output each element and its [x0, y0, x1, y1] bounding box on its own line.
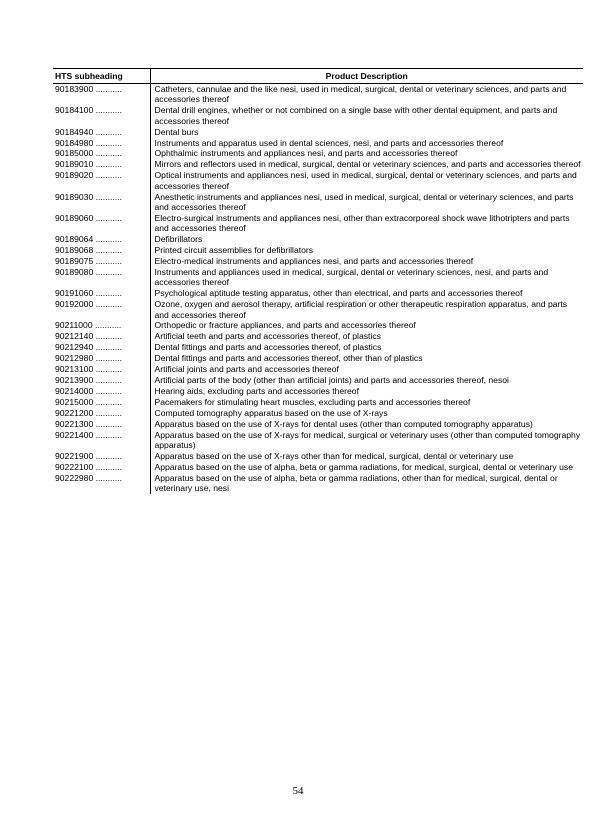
hts-code: 90189080	[55, 266, 94, 277]
dot-leader: ...........	[95, 170, 122, 181]
hts-code-cell	[53, 105, 150, 126]
hts-code: 90189075	[55, 256, 94, 266]
hts-code: 90212940	[55, 342, 94, 353]
product-description: Ophthalmic instruments and appliances nesi, and parts and accessories thereof	[154, 148, 458, 159]
product-description: Mirrors and reflectors used in medical, surgical, dental or veterinary sciences, and parts and accessories thereof	[154, 159, 581, 170]
hts-code: 90189020	[55, 170, 94, 181]
hts-code: 90189060	[55, 212, 94, 223]
dot-leader: ...........	[95, 234, 122, 245]
dot-leader: ...........	[95, 385, 122, 396]
dot-leader: ...........	[95, 461, 122, 472]
dot-leader: ...........	[95, 407, 122, 418]
table-row	[53, 397, 583, 408]
hts-code-cell	[53, 213, 150, 234]
table-row	[53, 331, 583, 342]
table-row	[53, 419, 583, 430]
dot-leader: ...........	[95, 245, 122, 256]
hts-code-cell	[53, 473, 150, 494]
product-description: Defibrillators	[154, 234, 203, 245]
hts-code: 90185000	[55, 148, 94, 159]
product-description: Orthopedic or fracture appliances, and parts and accessories thereof	[154, 320, 416, 331]
product-description: Dental burs	[154, 126, 199, 137]
hts-code-cell	[53, 299, 150, 320]
dot-leader: ...........	[95, 472, 122, 483]
product-description: Artificial teeth and parts and accessories thereof, of plastics	[154, 331, 381, 342]
product-description: Dental fittings and parts and accessories thereof, other than of plastics	[154, 353, 423, 364]
product-description: Apparatus based on the use of alpha, beta or gamma radiations, other than for medical, surgical, dental or veterinary use, nesi	[154, 472, 558, 494]
column-header-product-description: Product Description	[150, 69, 583, 84]
hts-code-cell	[53, 451, 150, 462]
hts-code-cell	[53, 430, 150, 451]
hts-code-cell	[53, 419, 150, 430]
hts-code: 90213900	[55, 374, 94, 385]
hts-code-cell	[53, 127, 150, 138]
product-description: Instruments and apparatus used in dental sciences, nesi, and parts and accessories thereof	[154, 137, 504, 148]
column-header-hts-subheading: HTS subheading	[53, 69, 150, 84]
hts-code: 90184100	[55, 105, 94, 116]
hts-code-cell	[53, 84, 150, 106]
dot-leader: ...........	[95, 320, 122, 331]
dot-leader: ...........	[95, 212, 122, 223]
product-description: Apparatus based on the use of X-rays other than for medical, surgical, dental or veterinary use	[154, 450, 514, 461]
table-row	[53, 267, 583, 288]
hts-code-cell	[53, 245, 150, 256]
hts-code: 90211000	[55, 320, 93, 331]
dot-leader: ...........	[95, 429, 122, 440]
hts-code-cell	[53, 364, 150, 375]
hts-code: 90189030	[55, 191, 94, 202]
hts-code-cell	[53, 386, 150, 397]
table-row	[53, 138, 583, 149]
product-description: Instruments and appliances used in medical, surgical, dental or veterinary sciences, nesi, and parts and accessories thereof	[154, 266, 549, 288]
hts-code-cell	[53, 234, 150, 245]
dot-leader: ...........	[95, 374, 122, 385]
product-description: Printed circuit assemblies for defibrillators	[154, 245, 314, 256]
hts-code-cell	[53, 288, 150, 299]
hts-code: 90189010	[55, 159, 94, 170]
table-row	[53, 245, 583, 256]
hts-code: 90213100	[55, 364, 94, 375]
product-description: Anesthetic instruments and appliances nesi, used in medical, surgical, dental or veterinary sciences, and parts and accessories thereof	[154, 191, 574, 212]
hts-code-cell	[53, 138, 150, 149]
hts-code: 90221900	[55, 450, 94, 461]
dot-leader: ...........	[95, 148, 122, 159]
table-row	[53, 170, 583, 191]
hts-code-cell	[53, 320, 150, 331]
hts-code-cell	[53, 462, 150, 473]
hts-code: 90192000	[55, 299, 94, 310]
dot-leader: ...........	[95, 364, 122, 375]
product-description: Ozone, oxygen and aerosol therapy, artificial respiration or other therapeutic respiration apparatus, and parts and accessories thereof	[154, 299, 568, 320]
hts-code: 90215000	[55, 396, 94, 407]
hts-code-cell	[53, 148, 150, 159]
table-row	[53, 451, 583, 462]
hts-code-cell	[53, 342, 150, 353]
hts-code-cell	[53, 408, 150, 419]
product-description: Dental fittings and parts and accessories thereof, of plastics	[154, 342, 382, 353]
dot-leader: ...........	[95, 137, 122, 148]
dot-leader: ...........	[95, 105, 122, 116]
product-description: Apparatus based on the use of alpha, beta or gamma radiations, for medical, surgical, dental or veterinary use	[154, 461, 573, 472]
product-description: Apparatus based on the use of X-rays for medical, surgical or veterinary uses (other than computed tomography apparatus)	[154, 429, 581, 450]
hts-code: 90214000	[55, 385, 94, 396]
dot-leader: ...........	[95, 450, 122, 461]
table-row	[53, 375, 583, 386]
table-row	[53, 192, 583, 213]
product-description: Psychological aptitude testing apparatus, other than electrical, and parts and accessories thereof	[154, 288, 523, 299]
hts-code: 90221300	[55, 418, 94, 429]
hts-code-cell	[53, 331, 150, 342]
table-row	[53, 288, 583, 299]
dot-leader: ...........	[95, 159, 122, 170]
hts-code: 90212140	[55, 331, 94, 342]
dot-leader: ...........	[95, 299, 122, 310]
hts-code: 90184940	[55, 126, 94, 137]
product-description: Dental drill engines, whether or not combined on a single base with other dental equipment, and parts and accessories thereof	[154, 105, 558, 126]
table-body	[53, 84, 583, 494]
hts-code: 90221200	[55, 407, 94, 418]
table-row	[53, 386, 583, 397]
dot-leader: ...........	[95, 353, 122, 364]
dot-leader: ...........	[95, 84, 122, 94]
hts-code: 90189064	[55, 234, 94, 245]
dot-leader: ...........	[95, 256, 122, 266]
table-row	[53, 364, 583, 375]
dot-leader: ...........	[95, 418, 122, 429]
table-row	[53, 234, 583, 245]
dot-leader: ...........	[95, 191, 122, 202]
product-description: Catheters, cannulae and the like nesi, used in medical, surgical, dental or veterinary sciences, and parts and accessories thereof	[154, 84, 567, 105]
dot-leader: ...........	[95, 126, 122, 137]
hts-code-cell	[53, 192, 150, 213]
dot-leader: ...........	[95, 266, 122, 277]
table-row	[53, 408, 583, 419]
table-row	[53, 105, 583, 126]
table-row	[53, 320, 583, 331]
hts-code-cell	[53, 353, 150, 364]
table-row	[53, 462, 583, 473]
hts-product-table	[53, 68, 583, 494]
dot-leader: ...........	[95, 288, 122, 299]
hts-code-cell	[53, 375, 150, 386]
table-header	[53, 69, 583, 84]
table-row	[53, 84, 583, 106]
product-description: Pacemakers for stimulating heart muscles, excluding parts and accessories thereof	[154, 396, 471, 407]
table-row	[53, 256, 583, 267]
hts-code: 90222980	[55, 472, 94, 483]
dot-leader: ...........	[95, 331, 122, 342]
table-row	[53, 342, 583, 353]
header-row	[53, 69, 583, 84]
hts-code-cell	[53, 256, 150, 267]
product-description: Electro-medical instruments and appliances nesi, and parts and accessories thereof	[154, 256, 474, 266]
hts-code: 90212980	[55, 353, 94, 364]
hts-code: 90221400	[55, 429, 94, 440]
product-description: Optical instruments and appliances nesi, used in medical, surgical, dental or veterinary sciences, and parts and accessories thereof	[154, 170, 577, 191]
product-description: Artificial parts of the body (other than artificial joints) and parts and accessories thereof, nesoi	[154, 374, 509, 385]
hts-code-cell	[53, 159, 150, 170]
hts-code-cell	[53, 170, 150, 191]
product-description: Hearing aids, excluding parts and accessories thereof	[154, 385, 359, 396]
table-row	[53, 430, 583, 451]
hts-code: 90191060	[55, 288, 94, 299]
product-description: Computed tomography apparatus based on the use of X-rays	[154, 407, 388, 418]
table-row	[53, 299, 583, 320]
table-row	[53, 159, 583, 170]
hts-code: 90184980	[55, 137, 94, 148]
hts-code-cell	[53, 397, 150, 408]
dot-leader: ...........	[95, 396, 122, 407]
product-description: Electro-surgical instruments and appliances nesi, other than extracorporeal shock wave lithotripters and parts and accessories thereof	[154, 212, 570, 234]
dot-leader: ...........	[95, 342, 122, 353]
table-row	[53, 473, 583, 494]
table-row	[53, 213, 583, 234]
table-row	[53, 353, 583, 364]
product-description: Artificial joints and parts and accessories thereof	[154, 364, 339, 375]
page-number: 54	[292, 785, 304, 797]
table-row	[53, 127, 583, 138]
hts-code: 90189068	[55, 245, 94, 256]
hts-code-cell	[53, 267, 150, 288]
hts-code: 90222100	[55, 461, 94, 472]
product-description: Apparatus based on the use of X-rays for dental uses (other than computed tomography apparatus)	[154, 418, 533, 429]
table-row	[53, 148, 583, 159]
hts-code: 90183900	[55, 84, 94, 94]
